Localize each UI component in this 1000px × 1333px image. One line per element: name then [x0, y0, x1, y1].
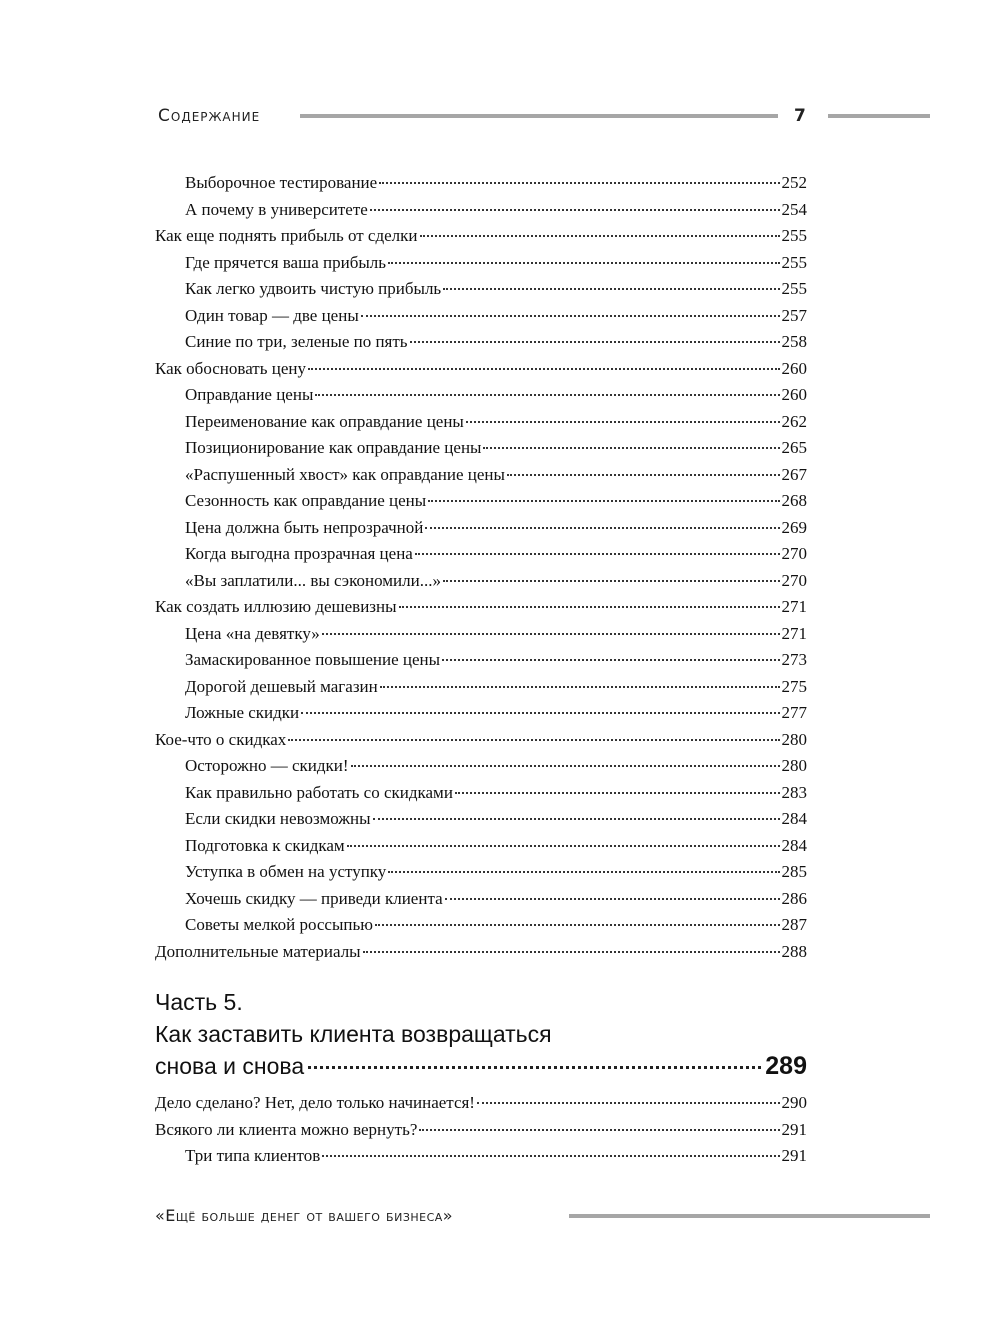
- toc-entry-title: Хочешь скидку — приведи клиента: [185, 888, 443, 908]
- toc-entry: [155, 621, 807, 648]
- footer-book-title: «Ещё больше денег от вашего бизнеса»: [155, 1206, 454, 1225]
- header-title: Содержание: [158, 106, 261, 126]
- dot-leader: [410, 341, 780, 343]
- toc-entry-page: 260: [781, 358, 807, 378]
- toc-entry-title: Всякого ли клиента можно вернуть?: [155, 1119, 418, 1139]
- toc-entry: [155, 541, 807, 568]
- toc-entry: [155, 409, 807, 436]
- dot-leader: [445, 898, 780, 900]
- part-number: Часть 5.: [155, 989, 243, 1015]
- part-page-number: 289: [765, 1052, 807, 1080]
- running-header: [158, 103, 930, 131]
- toc-entry-title: Цена должна быть непрозрачной: [185, 517, 424, 537]
- toc-entry-title: Как обосновать цену: [155, 358, 306, 378]
- toc-entry-title: Когда выгодна прозрачная цена: [185, 544, 413, 563]
- toc-entry: [155, 515, 807, 542]
- toc-entry-title: Синие по три, зеленые по пять: [185, 332, 408, 351]
- toc-entry-title: «Распушенный хвост» как оправдание цены: [185, 464, 505, 484]
- toc-entry: [155, 939, 807, 966]
- toc-entry: [155, 435, 807, 462]
- toc-entry: [155, 912, 807, 939]
- toc-entry-page: 260: [781, 385, 807, 404]
- part-title-row: [155, 1050, 807, 1084]
- dot-leader: [428, 500, 779, 502]
- toc-entry-page: 286: [781, 888, 807, 908]
- toc-entry-title: Как еще поднять прибыль от сделки: [155, 226, 418, 245]
- toc-entry: [155, 780, 807, 807]
- toc-entry: [155, 303, 807, 330]
- dot-leader: [379, 182, 779, 184]
- toc-entry-title: Дорогой дешевый магазин: [185, 676, 378, 696]
- toc-entry: [155, 833, 807, 860]
- dot-leader: [322, 633, 780, 635]
- toc-entry: [155, 276, 807, 303]
- toc-entry-title: Осторожно — скидки!: [185, 756, 349, 775]
- toc-entry-page: 271: [781, 597, 807, 616]
- toc-entry: [155, 462, 807, 489]
- dot-leader: [301, 712, 779, 714]
- toc-entry-title: Позиционирование как оправдание цены: [185, 438, 482, 457]
- dot-leader: [373, 818, 780, 820]
- dot-leader: [442, 659, 779, 661]
- toc-entry-title: Уступка в обмен на уступку: [185, 862, 387, 881]
- dot-leader: [443, 580, 780, 582]
- toc-entry-title: А почему в университете: [185, 199, 368, 219]
- dot-leader: [288, 739, 779, 741]
- toc-entry-page: 270: [781, 544, 807, 563]
- toc-entry-page: 267: [781, 464, 807, 484]
- toc-entry-page: 285: [781, 862, 807, 881]
- toc-entry: [155, 886, 807, 913]
- dot-leader: [351, 765, 780, 767]
- toc-entry: [155, 753, 807, 780]
- toc-entry-page: 277: [781, 703, 807, 722]
- dot-leader: [315, 394, 779, 396]
- dot-leader: [388, 871, 779, 873]
- toc-entry-page: 291: [781, 1119, 807, 1139]
- toc-entry: [155, 356, 807, 383]
- toc-entry-title: Кое-что о скидках: [155, 729, 287, 749]
- toc-entry-page: 270: [781, 570, 807, 590]
- dot-leader: [420, 235, 780, 237]
- toc-entry-page: 255: [781, 252, 807, 272]
- toc-entry-title: Как легко удвоить чистую прибыль: [185, 279, 442, 298]
- dot-leader: [455, 792, 780, 794]
- toc-entry-title: Оправдание цены: [185, 385, 314, 404]
- part-title-line2: снова и снова: [155, 1053, 305, 1079]
- toc-entry: [155, 700, 807, 727]
- dot-leader: [388, 262, 780, 264]
- toc-entry-title: «Вы заплатили... вы сэкономили...»: [185, 570, 441, 590]
- dot-leader: [308, 1066, 761, 1069]
- toc-entry-title: Цена «на девятку»: [185, 623, 320, 643]
- toc-entry: [155, 674, 807, 701]
- toc-entry-page: 280: [781, 729, 807, 749]
- toc-entry: [155, 329, 807, 356]
- dot-leader: [308, 368, 780, 370]
- toc-entry-page: 273: [781, 650, 807, 669]
- toc-entry: [155, 594, 807, 621]
- toc-entry: [155, 250, 807, 277]
- toc-entry-title: Замаскированное повышение цены: [185, 650, 441, 669]
- table-of-contents: [155, 170, 807, 965]
- toc-entry: [155, 170, 807, 197]
- toc-entry-page: 290: [781, 1093, 807, 1112]
- toc-entry-page: 280: [781, 756, 807, 775]
- toc-entry-page: 271: [781, 623, 807, 643]
- toc-entry-title: Один товар — две цены: [185, 305, 359, 325]
- header-page-number: 7: [794, 106, 806, 126]
- toc-entry-page: 255: [781, 279, 807, 298]
- toc-entry-page: 265: [781, 438, 807, 457]
- toc-entry-title: Советы мелкой россыпью: [185, 915, 373, 934]
- toc-entry-page: 291: [781, 1146, 807, 1165]
- toc-entry-page: 257: [781, 305, 807, 325]
- toc-entry-title: Как создать иллюзию дешевизны: [155, 597, 397, 616]
- toc-entry-page: 284: [781, 835, 807, 855]
- dot-leader: [361, 315, 780, 317]
- toc-entry-title: Выборочное тестирование: [185, 173, 378, 192]
- toc-entry-page: 258: [781, 332, 807, 351]
- dot-leader: [370, 209, 780, 211]
- part-title-line1: Как заставить клиента возвращаться: [155, 1021, 552, 1047]
- toc-entry-page: 262: [781, 411, 807, 431]
- header-rule-left: [300, 114, 778, 118]
- toc-entry: [155, 806, 807, 833]
- dot-leader: [477, 1102, 780, 1104]
- footer-rule: [569, 1214, 930, 1218]
- toc-entry-title: Сезонность как оправдание цены: [185, 491, 427, 510]
- dot-leader: [375, 924, 780, 926]
- toc-entry-title: Как правильно работать со скидками: [185, 782, 453, 802]
- toc-entry-page: 283: [781, 782, 807, 802]
- toc-entry: [155, 488, 807, 515]
- toc-entry-page: 287: [781, 915, 807, 934]
- toc-entry-page: 284: [781, 809, 807, 828]
- toc-entry-title: Дополнительные материалы: [155, 941, 361, 961]
- toc-entry: [155, 382, 807, 409]
- toc-entry-title: Три типа клиентов: [185, 1146, 321, 1165]
- part-table-of-contents: [155, 1090, 807, 1170]
- dot-leader: [466, 421, 780, 423]
- toc-entry-page: 269: [781, 517, 807, 537]
- toc-entry: [155, 1090, 807, 1117]
- toc-entry-page: 254: [781, 199, 807, 219]
- toc-entry-title: Переименование как оправдание цены: [185, 411, 464, 431]
- header-rule-right: [828, 114, 930, 118]
- dot-leader: [507, 474, 780, 476]
- toc-entry-page: 268: [781, 491, 807, 510]
- dot-leader: [415, 553, 780, 555]
- dot-leader: [483, 447, 779, 449]
- toc-entry: [155, 568, 807, 595]
- toc-entry-title: Дело сделано? Нет, дело только начинается!: [155, 1093, 475, 1112]
- toc-entry-page: 252: [781, 173, 807, 192]
- toc-entry-title: Если скидки невозможны: [185, 809, 371, 828]
- toc-entry-title: Ложные скидки: [185, 703, 300, 722]
- dot-leader: [399, 606, 780, 608]
- toc-entry-page: 275: [781, 676, 807, 696]
- toc-entry: [155, 1117, 807, 1144]
- toc-entry: [155, 223, 807, 250]
- dot-leader: [443, 288, 779, 290]
- toc-entry: [155, 647, 807, 674]
- toc-entry-title: Подготовка к скидкам: [185, 835, 345, 855]
- toc-entry: [155, 727, 807, 754]
- dot-leader: [363, 951, 780, 953]
- part-heading: [155, 986, 807, 1084]
- dot-leader: [380, 686, 780, 688]
- dot-leader: [419, 1129, 779, 1131]
- toc-entry: [155, 197, 807, 224]
- dot-leader: [425, 527, 779, 529]
- toc-entry-page: 255: [781, 226, 807, 245]
- dot-leader: [347, 845, 780, 847]
- dot-leader: [322, 1155, 779, 1157]
- toc-entry-page: 288: [781, 941, 807, 961]
- running-footer: [155, 1203, 930, 1229]
- toc-entry: [155, 859, 807, 886]
- toc-entry: [155, 1143, 807, 1170]
- toc-entry-title: Где прячется ваша прибыль: [185, 252, 386, 272]
